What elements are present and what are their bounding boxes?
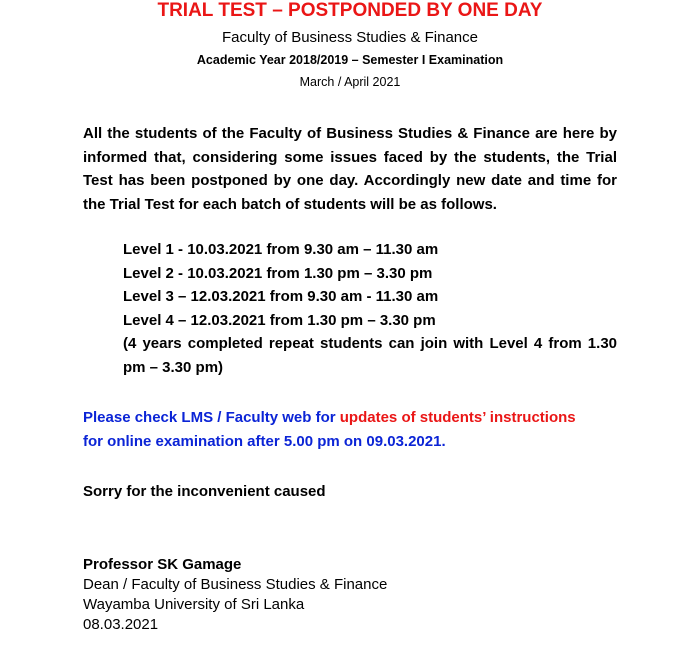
signature-block (83, 555, 387, 635)
signatory-position: Dean / Faculty of Business Studies & Finance (83, 576, 388, 593)
signatory-name: Professor SK Gamage (83, 556, 242, 573)
notice-text-end: for online examination after 5.00 pm on 09.03.2021. (83, 432, 446, 450)
signature-date: 08.03.2021 (83, 616, 159, 633)
schedule-note: (4 years completed repeat students can join with Level 4 from 1.30 pm – 3.30 pm) (123, 335, 617, 376)
schedule-item-level-4: Level 4 – 12.03.2021 from 1.30 pm – 3.30 pm (123, 311, 436, 329)
notice-highlight: updates of students’ instructions (339, 409, 576, 426)
faculty-name: Faculty of Business Studies & Finance (222, 29, 478, 46)
lms-notice (83, 406, 643, 453)
schedule-item-level-3: Level 3 – 12.03.2021 from 9.30 am - 11.30 am (123, 288, 439, 305)
exam-period: March / April 2021 (299, 75, 401, 89)
signatory-university: Wayamba University of Sri Lanka (83, 596, 305, 613)
apology-text: Sorry for the inconvenient caused (83, 483, 326, 500)
academic-year: Academic Year 2018/2019 – Semester I Examination (196, 53, 504, 67)
schedule-item-level-1: Level 1 - 10.03.2021 from 9.30 am – 11.30 am (123, 241, 439, 258)
document-title: TRIAL TEST – POSTPONDED BY ONE DAY (157, 0, 543, 21)
intro-paragraph: All the students of the Faculty of Business Studies & Finance are here by informed that, considering some issues faced by the students, the Trial Test has been postponed by one day. Accordingly new date and time for the Trial Test for each batch of students will be as follows. (83, 125, 617, 213)
schedule-list (123, 238, 617, 379)
schedule-item-level-2: Level 2 - 10.03.2021 from 1.30 pm – 3.30 pm (123, 264, 433, 282)
notice-text-start: Please check LMS / Faculty web for (83, 409, 340, 426)
